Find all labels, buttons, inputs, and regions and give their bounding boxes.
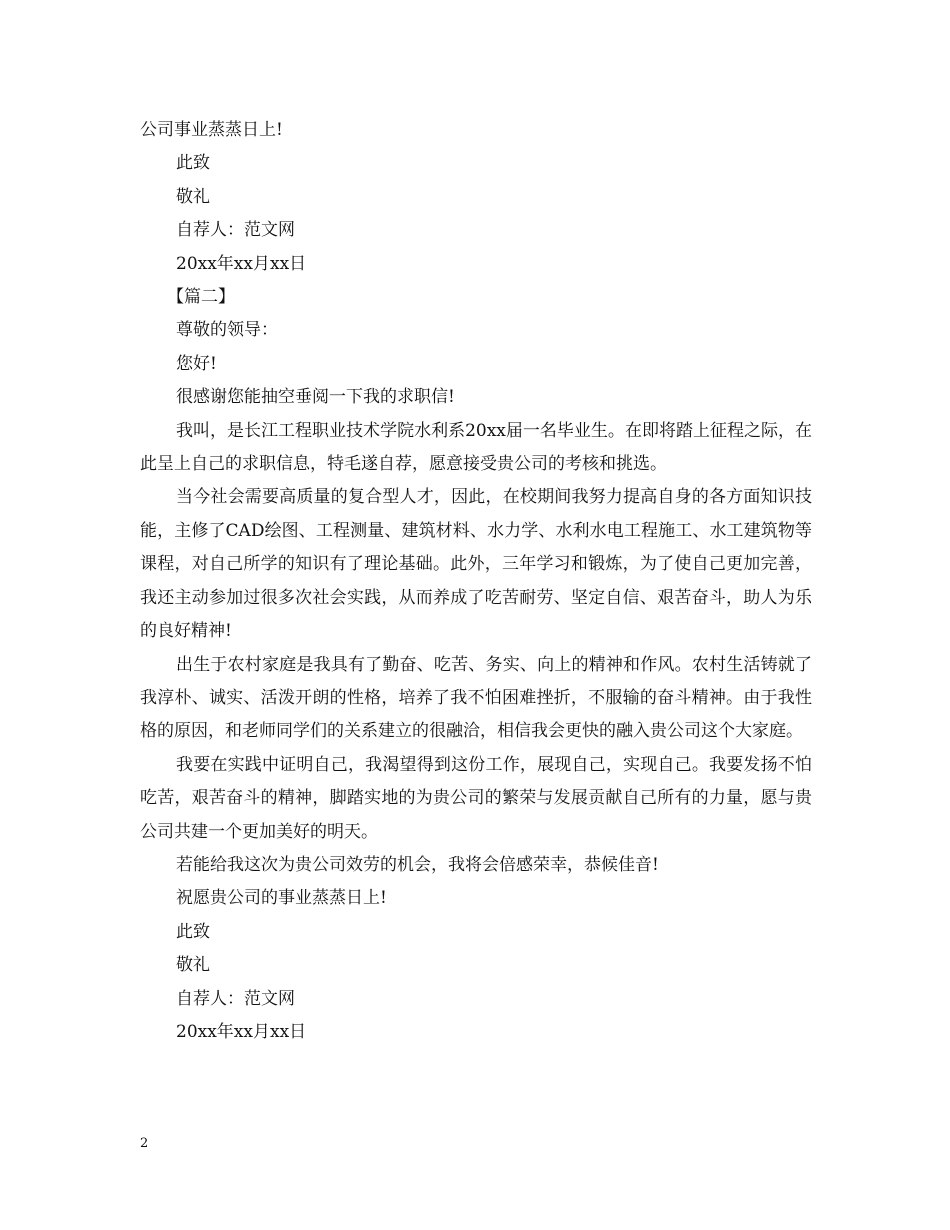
salutation-close: 此致 (176, 153, 210, 174)
regards-2: 敬礼 (176, 955, 210, 976)
signature-2: 自荐人：范文网 (176, 988, 295, 1009)
paragraph-introduction: 我叫，是长江工程职业技术学院水利系20xx届一名毕业生。在即将踏上征程之际，在此呈上自己的求职信息，特毛遂自荐，愿意接受贵公司的考核和挑选。 (140, 420, 812, 475)
regards: 敬礼 (176, 186, 210, 207)
closing-wish-line: 公司事业蒸蒸日上! (140, 120, 283, 140)
wish-line: 祝愿贵公司的事业蒸蒸日上! (176, 888, 387, 909)
addressee: 尊敬的领导： (176, 320, 278, 341)
paragraph-background: 出生于农村家庭是我具有了勤奋、吃苦、务实、向上的精神和作风。农村生活铸就了我淳朴、诚实、活泼开朗的性格，培养了我不怕困难挫折，不服输的奋斗精神。由于我性格的原因，和老师同学们的关系建立的很融洽，相信我会更快的融入贵公司这个大家庭。 (140, 654, 812, 742)
date-2: 20xx年xx月xx日 (176, 1021, 307, 1042)
paragraph-commitment: 我要在实践中证明自己，我渴望得到这份工作，展现自己，实现自己。我要发扬不怕吃苦，艰苦奋斗的精神，脚踏实地的为贵公司的繁荣与发展贡献自己所有的力量，愿与贵公司共建一个更加美好的明天。 (140, 754, 812, 842)
page-number: 2 (140, 1136, 149, 1151)
signature: 自荐人：范文网 (176, 220, 295, 241)
greeting: 您好! (176, 353, 217, 374)
hope-line: 若能给我这次为贵公司效劳的机会，我将会倍感荣幸，恭候佳音! (176, 854, 659, 875)
salutation-close-2: 此致 (176, 921, 210, 942)
paragraph-skills: 当今社会需要高质量的复合型人才，因此，在校期间我努力提高自身的各方面知识技能，主修了CAD绘图、工程测量、建筑材料、水力学、水利水电工程施工、水工建筑物等课程，对自己所学的知识有了理论基础。此外，三年学习和锻炼，为了使自己更加完善，我还主动参加过很多次社会实践，从而养成了吃苦耐劳、坚定自信、艰苦奋斗，助人为乐的良好精神! (140, 487, 812, 642)
thanks-line: 很感谢您能抽空垂阅一下我的求职信! (176, 387, 455, 408)
date: 20xx年xx月xx日 (176, 253, 307, 274)
document-page (140, 114, 812, 1049)
section-heading: 【篇二】 (167, 287, 235, 308)
